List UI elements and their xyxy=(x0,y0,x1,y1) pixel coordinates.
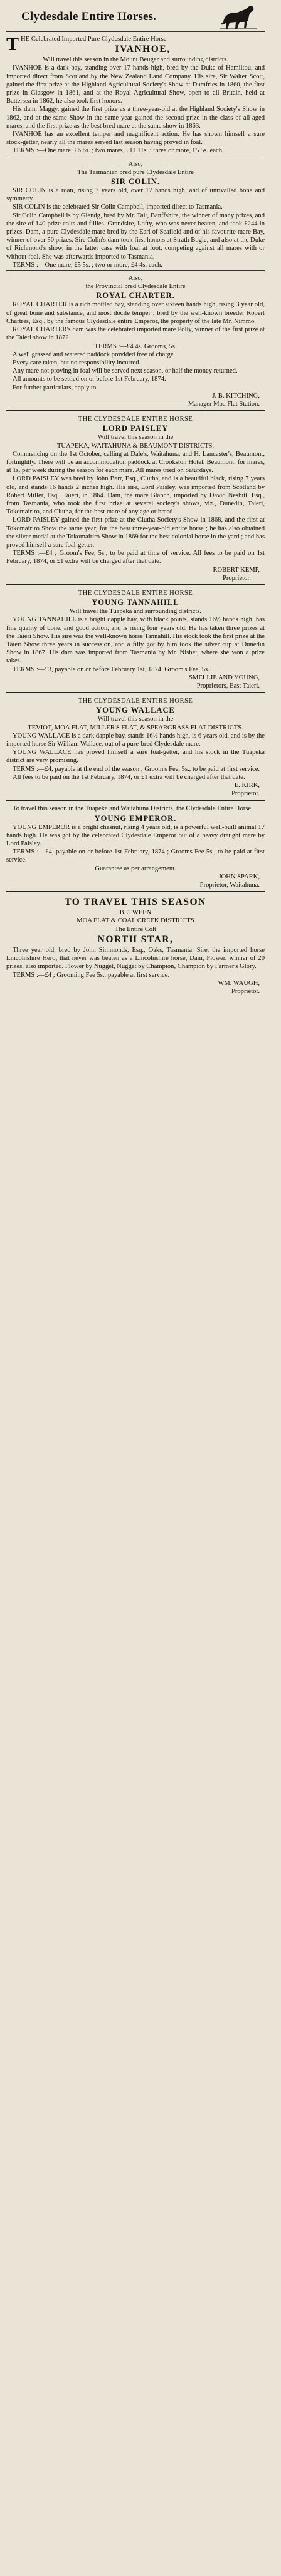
divider xyxy=(6,692,265,693)
ad-body: ROYAL CHARTER is a rich mottled bay, standing over sixteen hands high, rising 3 year old, of great bone and substance, and most docile temper ; bred by the well-known breeder Robert Chartres, Esq., by the famous Clydesdale entire Emperor, the property of the late Mr. Nimmo. xyxy=(6,301,265,325)
signature-title: Proprietor. xyxy=(231,987,260,995)
ad-terms: TERMS :—£4 ; Groom's Fee, 5s., to be paid at time of service. All fees to be paid on 1st February, 1874, or £1 extra will be charged after that date. xyxy=(6,550,265,565)
section-heading: THE CLYDESDALE ENTIRE HORSE xyxy=(78,589,193,597)
ad-body: Sir Colin Campbell is by Glendg, bred by Mr. Tait, Banffshire, the winner of many prizes, and the sire of 140 prize colts and fillies. Grandsire, Lofty, who was never beaten, and took £244 in prizes. Dam, a pure Clydesdale mare bred by the Earl of Seafield and of his favourite mare Bay, winner of over 50 prizes. Sire Colin's dam took first honors at Strath Bogie, and also at the Duke of Richmond's show, in the latter case with foal at foot, competing against all mares with or without foal. She was afterwards imported to Tasmania. xyxy=(6,212,265,260)
ad-body: LORD PAISLEY gained the first prize at the Clutha Society's Show in 1868, and the first at Tokomairiro Show the same year, for the best three-year-old entire horse ; he has also obtained the silver medal at the Tokomairiro Show in 1869 for the best colonial horse in the yard ; and has proved himself a sure foal-getter. xyxy=(6,517,265,549)
ad-line: Will travel this season in the xyxy=(97,434,174,441)
ad-ivanhoe xyxy=(6,33,265,155)
ad-districts: MOA FLAT & COAL CREEK DISTRICTS xyxy=(77,917,194,925)
ad-terms: TERMS :—£4 4s. Grooms, 5s. xyxy=(94,343,177,350)
ad-body: YOUNG WALLACE has proved himself a sure foal-getter, and his stock in the Tuapeka district are very promising. xyxy=(6,749,265,765)
section-heading: THE CLYDESDALE ENTIRE HORSE xyxy=(78,698,193,705)
ad-young-emperor xyxy=(6,803,265,889)
ad-body: SIR COLIN is a roan, rising 7 years old, over 17 hands high, and of unrivalled bone and symmetry. xyxy=(6,187,265,203)
horse-name: SIR COLIN. xyxy=(110,177,161,187)
ad-terms: TERMS :—£4, payable at the end of the season ; Groom's Fee, 5s., to be paid at first service. xyxy=(13,765,260,773)
horse-name: LORD PAISLEY xyxy=(102,424,169,433)
ad-intro: HE Celebrated Imported Pure Clydesdale Entire Horse xyxy=(21,36,167,43)
ad-line: BETWEEN xyxy=(119,909,152,917)
ad-young-tannahill xyxy=(6,587,265,690)
ad-sir-colin xyxy=(6,158,265,269)
ad-districts: TEVIOT, MOA FLAT, MILLER'S FLAT, & SPEARGRASS FLAT DISTRICTS. xyxy=(28,724,243,731)
ad-also: Also, xyxy=(128,275,143,282)
ad-headline: TO TRAVEL THIS SEASON xyxy=(65,897,206,908)
ad-body: YOUNG EMPEROR is a bright chesnut, rising 4 years old, is a powerful well-built animal 17 hands high. He was got by the celebrated Clydesdale Emperor out of a heavy draught mare by Lord Paisley. xyxy=(6,823,265,848)
ad-intro: the Provincial bred Clydesdale Entire xyxy=(85,283,186,291)
ad-body: YOUNG WALLACE is a dark dapple bay, stands 16½ hands high, is 6 years old, and is by the imported horse Sir William Wallace, out of a pure-bred Clydesdale mare. xyxy=(6,732,265,748)
horse-name: YOUNG TANNAHILL xyxy=(92,598,179,607)
signature: ROBERT KEMP, xyxy=(213,566,260,574)
horse-name: YOUNG WALLACE xyxy=(96,706,175,715)
ad-line: The Entire Colt xyxy=(115,925,156,933)
ad-young-wallace xyxy=(6,695,265,798)
ad-terms: TERMS :—£4 ; Grooming Fee 5s., payable at first service. xyxy=(13,971,170,979)
ad-note: All fees to be paid on the 1st February, 1874, or £1 extra will be charged after that date. xyxy=(13,773,245,781)
ad-body: ROYAL CHARTER's dam was the celebrated imported mare Polly, winner of the first prize at the Taieri show in 1872. xyxy=(6,326,265,342)
signature: WM. WAUGH, xyxy=(218,979,260,987)
section-heading: THE CLYDESDALE ENTIRE HORSE xyxy=(78,416,193,423)
divider xyxy=(6,891,265,892)
signature-title: Proprietor. xyxy=(231,790,260,798)
ad-note: A well grassed and watered paddock provided free of charge. xyxy=(13,351,176,358)
ad-note: Every care taken, but no responsibility incurred. xyxy=(13,359,141,366)
horse-name: ROYAL CHARTER. xyxy=(96,291,175,301)
signature-title: Manager Moa Flat Station. xyxy=(188,400,260,408)
ad-lord-paisley xyxy=(6,413,265,582)
ad-body: Commencing on the 1st October, calling at Dale's, Waitahuna, and H. Lancaster's, Beaumont, fortnightly. There will be an accommodation paddock at Crookston Hotel, Beaumont, for mares, at 1s. per week during the season for each mare. All mares tried on Saturdays. xyxy=(6,450,265,475)
ad-body: LORD PAISLEY was bred by John Barr, Esq., Clutha, and is a beautiful black, rising 7 years old, and stands 16 hands 2 inches high. His sire, Lord Paisley, was imported from Scotland by Robert Miller, Esq., Taieri, in 1864. Dam, the mare Blanch, imported by David Nesbitt, Esq., from Tasmania, who took the first prize at several society's shows, viz., Dunedin, Taieri, Tokomairiro, and Clutha, for the best mare of any age or breed. xyxy=(6,475,265,516)
ad-north-star xyxy=(6,894,265,996)
divider xyxy=(6,800,265,801)
ad-note: All amounts to be settled on or before 1st February, 1874. xyxy=(13,376,166,383)
ad-terms: TERMS :—One mare, £6 6s. ; two mares, £11 11s. ; three or more, £5 5s. each. xyxy=(13,147,224,155)
divider xyxy=(6,410,265,411)
horse-name: NORTH STAR, xyxy=(97,934,174,945)
ad-line: Will travel this season in the Mount Beuger and surrounding districts. xyxy=(43,56,228,64)
ad-also: Also, xyxy=(128,160,143,168)
ad-royal-charter xyxy=(6,272,265,408)
signature: JOHN SPARK, xyxy=(218,873,260,880)
signature-title: Proprietor, Waitahuna. xyxy=(199,882,260,889)
horse-icon xyxy=(218,3,258,31)
divider xyxy=(6,584,265,585)
ad-intro: The Tasmanian bred pure Clydesdale Entire xyxy=(77,168,194,176)
ad-body: His dam, Maggy, gained the first prize as a three-year-old at the Highland Society's Show in 1862, and at the same Show in the same year gained the second prize in the class of all-aged mares, and the first prize as the best bred mare at the same show in 1863. xyxy=(6,106,265,130)
ad-terms: TERMS :—£4, payable on or before 1st February, 1874 ; Grooms Fee 5s., to be paid at first service. xyxy=(6,848,265,864)
ad-note: Guarantee as per arrangement. xyxy=(95,865,176,872)
ad-note: Any mare not proving in foal will be served next season, or half the money returned. xyxy=(13,368,238,375)
ad-terms: TERMS :—£3, payable on or before February 1st, 1874. Groom's Fee, 5s. xyxy=(13,666,209,673)
ad-body: YOUNG TANNAHILL is a bright dapple bay, with black points, stands 16½ hands high, has fine quality of bone, and good action, and is rising four years old. He has taken three prizes at the Taieri Show. His sire was the well-known horse Tannahill. His stock took the first prize at the Taieri Show three years in succession, and a filly got by him took the silver cup at Dunedin Show in 1867. His dam was imported from Tasmania by Mr. Nisbet, where she won a prize taker. xyxy=(6,616,265,665)
signature: SMELLIE AND YOUNG, xyxy=(189,674,260,681)
divider xyxy=(6,270,265,271)
horse-name: YOUNG EMPEROR. xyxy=(94,813,177,823)
ad-note: For further particulars, apply to xyxy=(13,384,97,391)
ad-intro: To travel this season in the Tuapeka and Waitahuna Districts, the Clydesdale Entire Horse xyxy=(13,805,252,813)
ad-districts: TUAPEKA, WAITAHUNA & BEAUMONT DISTRICTS, xyxy=(56,442,215,450)
ad-terms: TERMS :—One mare, £5 5s. ; two or more, £4 4s. each. xyxy=(13,261,162,269)
ad-line: Will travel this season in the xyxy=(97,716,174,723)
ad-body: SIR COLIN is the celebrated Sir Colin Campbell, imported direct to Tasmania. xyxy=(13,204,223,211)
signature-title: Proprietor. xyxy=(222,574,251,582)
signature-title: Proprietors, East Taieri. xyxy=(196,683,260,690)
ad-line: Will travel the Tuapeka and surrounding districts. xyxy=(70,608,201,616)
drop-cap: T xyxy=(6,34,19,54)
ad-body: Three year old, bred by John Simmonds, Esq., Oaks, Tasmania. Sire, the imported horse Lincolnshire Hero, that never was beaten as a Lincolnshire horse, Dam, Flower, winner of 20 prizes, also imported. Flower by Nugget, Nugget by Champion, Champion by Farmer's Glory. xyxy=(6,946,265,971)
signature: J. B. KITCHING, xyxy=(212,392,260,399)
signature: E. KIRK, xyxy=(234,782,260,790)
page-title: Clydesdale Entire Horses. xyxy=(21,10,157,23)
masthead xyxy=(6,3,265,32)
horse-name: IVANHOE, xyxy=(115,44,171,55)
ad-body: IVANHOE has an excellent temper and magnificent action. He has shown himself a sure stock-getter, nearly all the mares served last season having proved in foal. xyxy=(6,131,265,147)
ad-body: IVANHOE is a dark bay, standing over 17 hands high, bred by the Duke of Hamiltou, and imported direct from Scotland by the New Zealand Land Company. His sire, Sir Walter Scott, gained the first prize at the Highland Agricultural Society's Show at Dumfries in 1860, the first prize in Glasgow in 1861, and at the Royal Agricultural Show, open to all Britain, held at Battersea in 1862, he also took first honors. xyxy=(6,64,265,105)
